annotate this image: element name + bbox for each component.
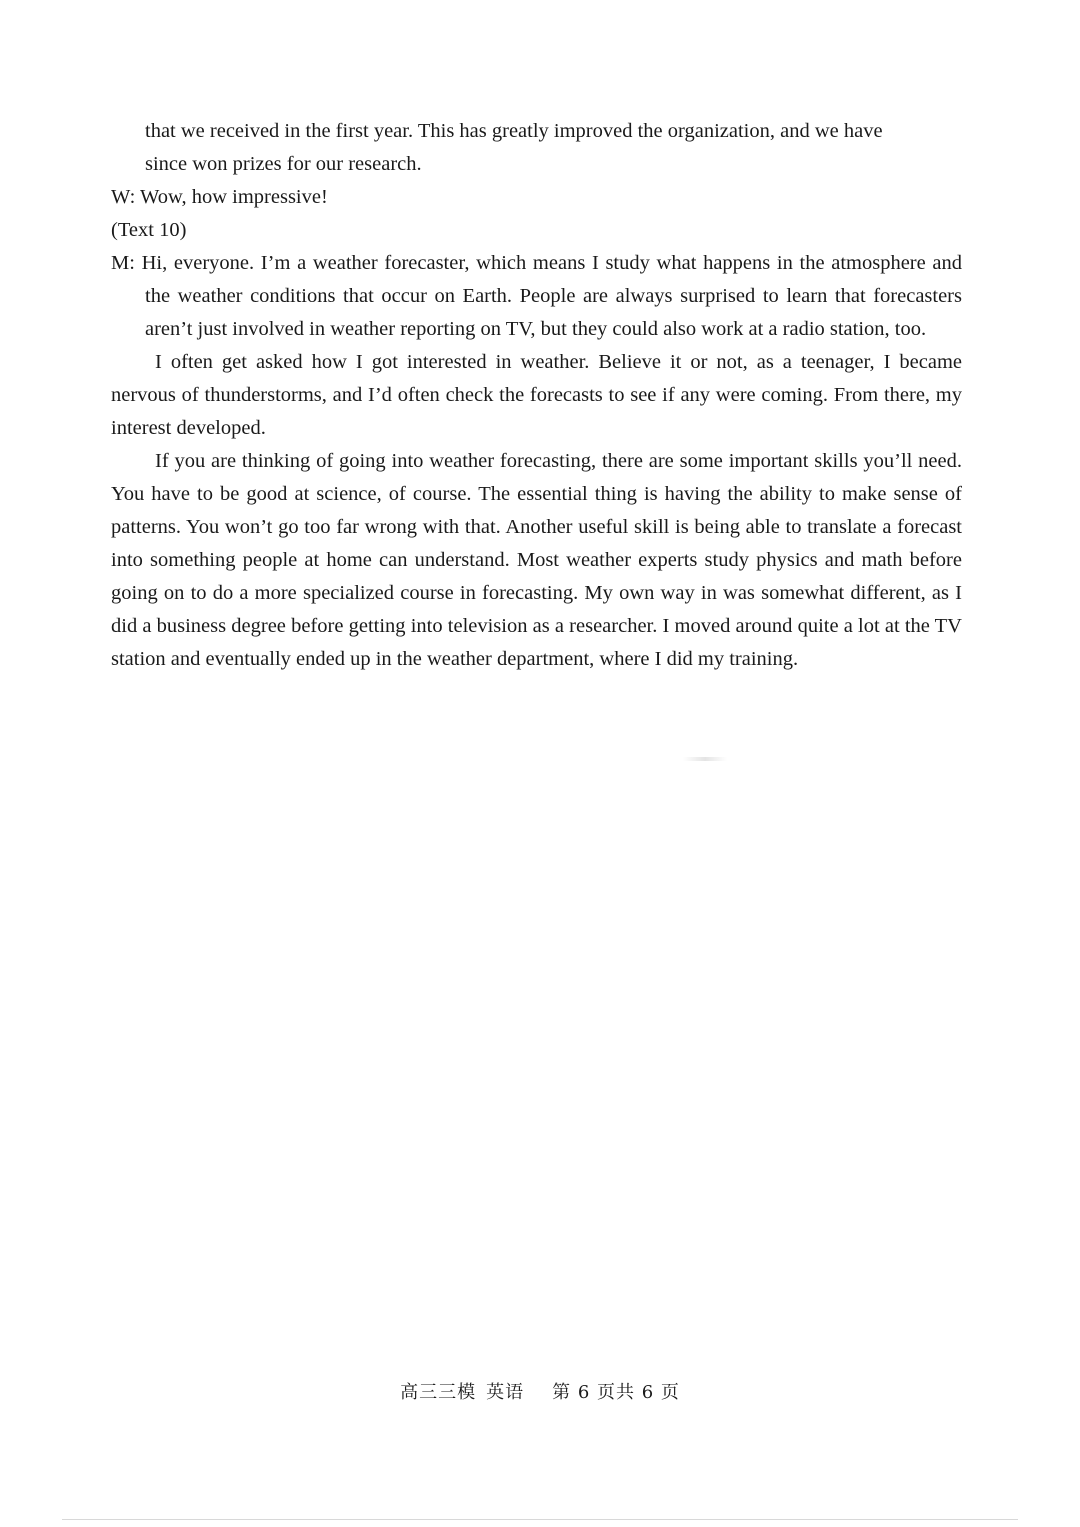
transcript-body bbox=[111, 115, 962, 676]
footer-page-info: 第 6 页共 6 页 bbox=[552, 1382, 680, 1403]
bottom-rule bbox=[62, 1519, 1018, 1520]
footer-subject: 英语 bbox=[486, 1382, 525, 1403]
text-10-label: (Text 10) bbox=[111, 219, 187, 241]
man-intro-paragraph: M: Hi, everyone. I’m a weather forecaster, which means I study what happens in the atmosphere and the weather conditions that occur on Earth. People are always surprised to learn that forecasters aren’t just involved in weather reporting on TV, but they could also work at a radio station, too. bbox=[111, 252, 962, 340]
paragraph-interest: I often get asked how I got interested in weather. Believe it or not, as a teenager, I became nervous of thunderstorms, and I’d often check the forecasts to see if any were coming. From there, my interest developed. bbox=[111, 351, 962, 439]
woman-line: W: Wow, how impressive! bbox=[111, 186, 328, 208]
paragraph-skills: If you are thinking of going into weather forecasting, there are some important skills you’ll need. You have to be good at science, of course. The essential thing is having the ability to make sense of patterns. You won’t go too far wrong with that. Another useful skill is being able to translate a forecast into something people at home can understand. Most weather experts study physics and math before going on to do a more specialized course in forecasting. My own way in was somewhat different, as I did a business degree before getting into television as a researcher. I moved around quite a lot at the TV station and eventually ended up in the weather department, where I did my training. bbox=[111, 450, 962, 670]
continuation-line-1: that we received in the first year. This has greatly improved the organization, and we have bbox=[145, 120, 883, 142]
footer-exam-name: 高三三模 bbox=[400, 1382, 477, 1403]
page-footer bbox=[0, 1378, 1080, 1404]
continuation-line-2: since won prizes for our research. bbox=[145, 153, 422, 175]
scan-speck bbox=[683, 757, 727, 761]
